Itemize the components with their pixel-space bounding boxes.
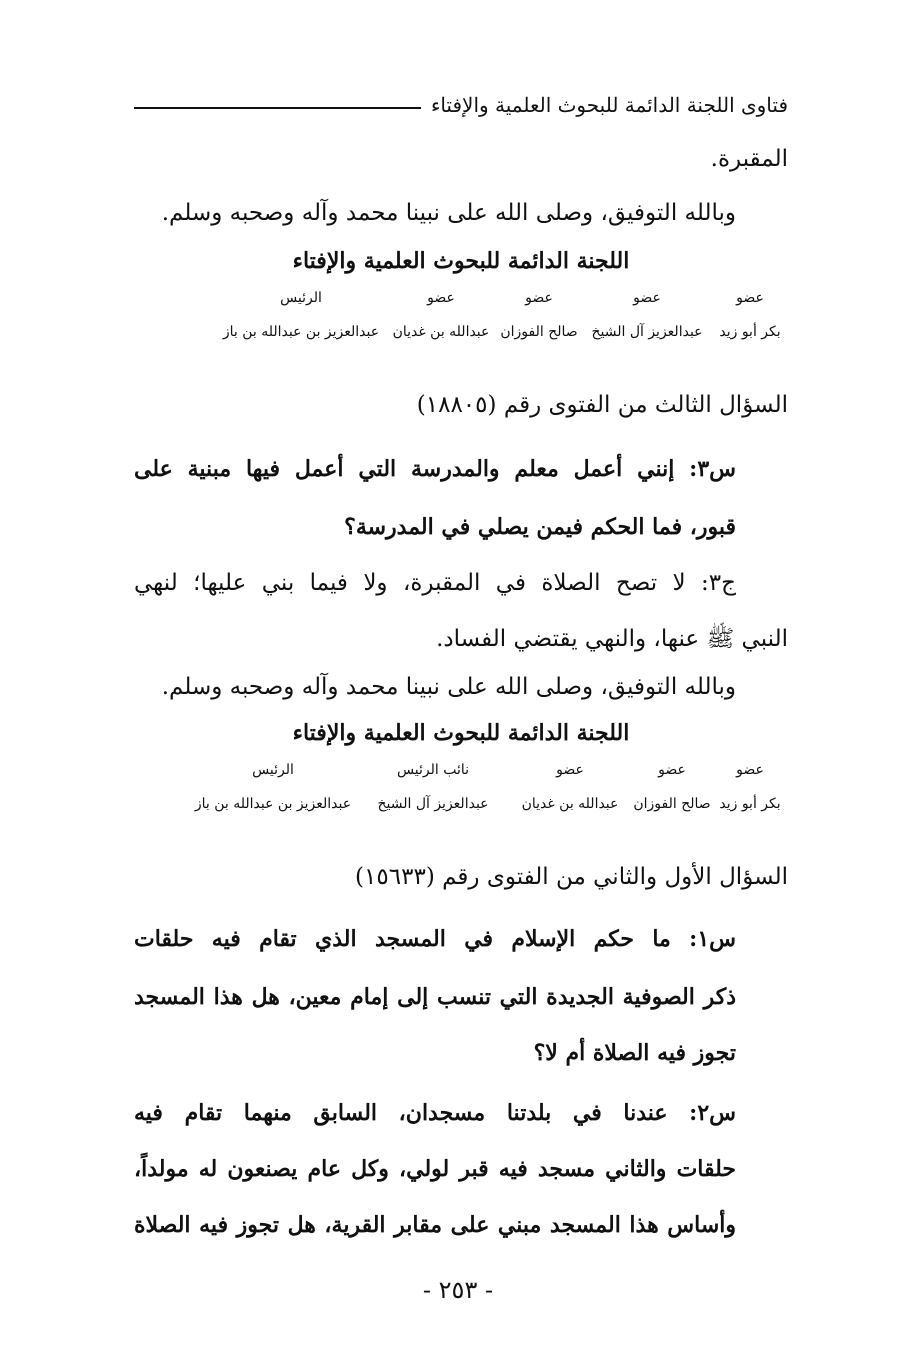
running-header bbox=[134, 88, 788, 122]
question-text: وأساس هذا المسجد مبني على مقابر القرية، هل تجوز فيه الصلاة bbox=[134, 1212, 736, 1238]
intro-roles-row bbox=[150, 290, 788, 306]
signatory-name: صالح الفوزان bbox=[633, 796, 711, 812]
question-text: س١: ما حكم الإسلام في المسجد الذي تقام فيه حلقات bbox=[134, 926, 736, 952]
signatory-role: عضو bbox=[525, 290, 553, 306]
signatory-role: الرئيس bbox=[280, 290, 322, 306]
fatwa-closing: وبالله التوفيق، وصلى الله على نبينا محمد وآله وصحبه وسلم. bbox=[161, 674, 736, 700]
signatory-role: عضو bbox=[556, 762, 584, 778]
question-text: حلقات والثاني مسجد فيه قبر لولي، وكل عام يصنعون له مولداً، bbox=[134, 1156, 736, 1182]
signatory-role: عضو bbox=[736, 290, 764, 306]
fatwa-committee: اللجنة الدائمة للبحوث العلمية والإفتاء bbox=[292, 720, 630, 746]
answer-text: ج٣: لا تصح الصلاة في المقبرة، ولا فيما بني عليها؛ لنهي bbox=[134, 570, 736, 596]
page-number: - ٢٥٣ - bbox=[422, 1276, 494, 1304]
question-text: س٢: عندنا في بلدتنا مسجدان، السابق منهما تقام فيه bbox=[134, 1100, 736, 1126]
fatwa1-roles-row bbox=[150, 762, 788, 778]
header-title: فتاوى اللجنة الدائمة للبحوث العلمية والإفتاء bbox=[430, 93, 788, 117]
signatory-name: عبدالعزيز بن عبدالله بن باز bbox=[194, 796, 352, 812]
signatory-name: عبدالعزيز آل الشيخ bbox=[591, 324, 703, 340]
signatory-role: الرئيس bbox=[252, 762, 294, 778]
header-rule bbox=[134, 107, 421, 109]
question-text: قبور، فما الحكم فيمن يصلي في المدرسة؟ bbox=[344, 514, 736, 540]
signatory-name: بكر أبو زيد bbox=[719, 796, 781, 812]
signatory-role: عضو bbox=[658, 762, 686, 778]
signatory-name: عبدالعزيز آل الشيخ bbox=[377, 796, 489, 812]
signatory-name: عبدالعزيز بن عبدالله بن باز bbox=[222, 324, 380, 340]
fatwa-title: السؤال الثالث من الفتوى رقم (١٨٨٠٥) bbox=[416, 392, 788, 418]
signatory-role: عضو bbox=[427, 290, 455, 306]
signatory-name: عبدالله بن غديان bbox=[521, 796, 619, 812]
question-text: تجوز فيه الصلاة أم لا؟ bbox=[533, 1040, 736, 1066]
intro-names-row bbox=[150, 324, 788, 340]
question-text: س٣: إنني أعمل معلم والمدرسة التي أعمل فيها مبنية على bbox=[134, 456, 736, 482]
intro-closing: وبالله التوفيق، وصلى الله على نبينا محمد وآله وصحبه وسلم. bbox=[161, 200, 736, 226]
signatory-role: عضو bbox=[633, 290, 661, 306]
fatwa1-names-row bbox=[150, 796, 788, 812]
answer-text: النبي ﷺ عنها، والنهي يقتضي الفساد. bbox=[436, 626, 788, 652]
signatory-role: عضو bbox=[736, 762, 764, 778]
question-text: ذكر الصوفية الجديدة التي تنسب إلى إمام معين، هل هذا المسجد bbox=[134, 984, 736, 1010]
intro-committee: اللجنة الدائمة للبحوث العلمية والإفتاء bbox=[292, 248, 630, 274]
fatwa-title: السؤال الأول والثاني من الفتوى رقم (١٥٦٣٣) bbox=[355, 864, 788, 890]
intro-tail: المقبرة. bbox=[710, 146, 788, 172]
signatory-name: عبدالله بن غديان bbox=[392, 324, 490, 340]
signatory-name: صالح الفوزان bbox=[500, 324, 578, 340]
signatory-role: نائب الرئيس bbox=[396, 762, 470, 778]
signatory-name: بكر أبو زيد bbox=[719, 324, 781, 340]
